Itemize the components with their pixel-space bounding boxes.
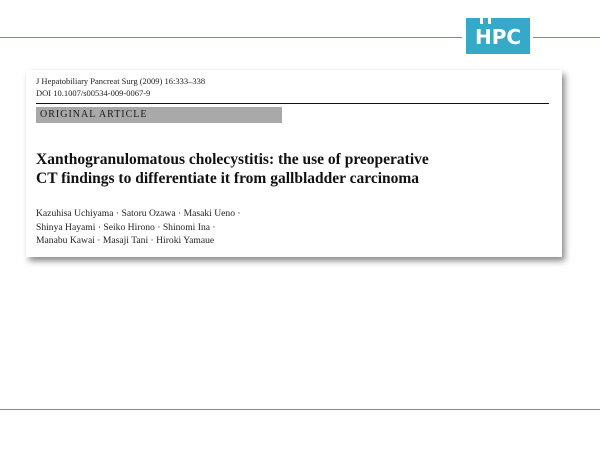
author-list — [36, 207, 551, 248]
author-line: Manabu Kawai · Masaji Tani · Hiroki Yamaue — [36, 235, 215, 246]
footer-rule — [0, 409, 600, 410]
paper-header-rule — [36, 103, 549, 104]
article-title — [36, 150, 551, 188]
journal-citation: J Hepatobiliary Pancreat Surg (2009) 16:333–338 — [36, 76, 206, 86]
hpc-logo — [466, 18, 530, 54]
article-title-line: Xanthogranulomatous cholecystitis: the use of preoperative — [36, 151, 429, 168]
header-rule-right — [533, 37, 600, 38]
logo-text: HPC — [474, 25, 522, 49]
section-label: ORIGINAL ARTICLE — [36, 107, 282, 123]
logo-notch-right — [488, 18, 491, 24]
header-rule — [0, 37, 462, 38]
author-line: Shinya Hayami · Seiko Hirono · Shinomi Ina · — [36, 221, 216, 233]
paper-clipping — [26, 70, 562, 257]
article-title-line: CT findings to differentiate it from gallbladder carcinoma — [36, 170, 420, 187]
doi: DOI 10.1007/s00534-009-0067-9 — [36, 88, 151, 98]
author-line: Kazuhisa Uchiyama · Satoru Ozawa · Masaki Ueno · — [36, 208, 241, 219]
logo-notch-left — [480, 18, 483, 24]
